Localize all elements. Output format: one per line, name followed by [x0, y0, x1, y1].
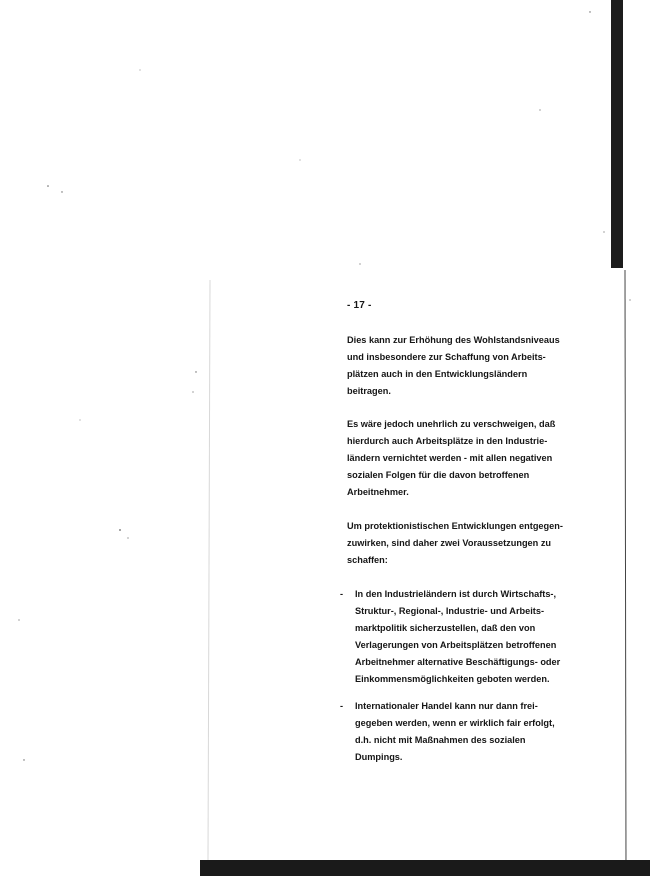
paragraph-line: Es wäre jedoch unehrlich zu verschweigen, daß [347, 419, 556, 429]
list-item-line: Dumpings. [355, 752, 403, 762]
list-item [340, 698, 600, 766]
list-item-line: In den Industrieländern ist durch Wirtschafts-, [355, 589, 557, 599]
binding-edge-line [625, 270, 626, 876]
list-item-line: d.h. nicht mit Maßnahmen des sozialen [355, 735, 526, 745]
paragraph-line: ländern vernichtet werden - mit allen negativen [347, 453, 553, 463]
paragraph-line: sozialen Folgen für die davon betroffenen [347, 470, 530, 480]
page-number: - 17 - [347, 300, 372, 311]
requirements-list [340, 586, 600, 766]
paragraph-1 [347, 332, 597, 400]
paragraph-line: schaffen: [347, 555, 388, 565]
paragraph-2 [347, 416, 597, 501]
paragraph-line: zuwirken, sind daher zwei Voraussetzungen zu [347, 538, 552, 548]
list-item-line: marktpolitik sicherzustellen, daß den von [355, 623, 536, 633]
paragraph-line: Dies kann zur Erhöhung des Wohlstandsniveaus [347, 335, 560, 345]
paragraph-line: Um protektionistischen Entwicklungen entgegen- [347, 521, 563, 531]
paragraph-line: Arbeitnehmer. [347, 487, 409, 497]
list-item-line: Struktur-, Regional-, Industrie- und Arbeits- [355, 606, 545, 616]
paragraph-line: hierdurch auch Arbeitsplätze in den Industrie- [347, 436, 548, 446]
paragraph-line: beitragen. [347, 386, 391, 396]
dash-bullet-icon: - [340, 701, 344, 711]
page-fold-line [208, 280, 210, 860]
paragraph-line: plätzen auch in den Entwicklungsländern [347, 369, 528, 379]
list-item [340, 586, 600, 688]
list-item-line: Einkommensmöglichkeiten geboten werden. [355, 674, 550, 684]
paragraph-3 [347, 518, 597, 569]
paragraph-line: und insbesondere zur Schaffung von Arbeits- [347, 352, 546, 362]
list-item-line: Internationaler Handel kann nur dann frei- [355, 701, 538, 711]
dash-bullet-icon: - [340, 589, 344, 599]
list-item-line: Arbeitnehmer alternative Beschäftigungs- oder [355, 657, 561, 667]
binding-edge-shadow [611, 0, 623, 268]
list-item-line: Verlagerungen von Arbeitsplätzen betroffenen [355, 640, 557, 650]
list-item-line: gegeben werden, wenn er wirklich fair erfolgt, [355, 718, 555, 728]
bottom-edge-shadow [200, 860, 650, 876]
